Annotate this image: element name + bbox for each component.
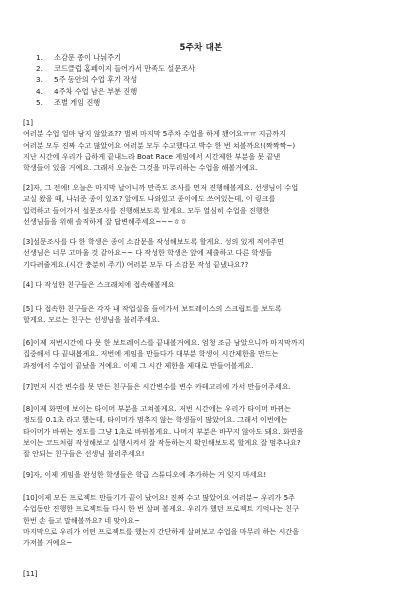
section-line: [8]이제 화면에 보이는 타이머 부분을 고쳐볼게요. 저번 시간에는 우리가 타이머 바뀌는 — [23, 404, 291, 413]
agenda-item — [36, 86, 195, 97]
section-line: 여러분 수업 얼마 남지 않았죠?? 벌써 마지막 5주차 수업을 하게 됐어요ㅠㅠ 지금까지 — [23, 129, 286, 139]
section-line: [7]먼저 시간 변수를 못 만든 친구들은 시간변수를 변수 카테고리에 가서 만들어주세요. — [23, 382, 291, 391]
section-line: 선생님들을 위해 솔직하게 잘 답변해주세요~~~ㅎㅎ — [23, 216, 187, 226]
section-line: [6]이제 저번시간에 다 못 한 보트레이스를 끝내볼거예요. 엄청 조금 남았으니까 마지막까지 — [23, 338, 305, 347]
agenda-number: 3. — [36, 75, 43, 85]
agenda-list — [36, 52, 195, 108]
agenda-number: 1. — [36, 53, 43, 62]
section-line: 타이머가 바뀌는 정도를 그냥 1초로 바꿔볼게요. 나머지 부분은 바꾸지 않아도 돼요. 화면을 — [23, 426, 304, 436]
section-line: 가져볼 거예요~ — [23, 538, 73, 548]
section-line: [4] 다 작성한 친구들은 스크래치에 접속해볼게요 — [23, 280, 175, 289]
section-line: [5] 다 접속한 친구들은 각자 내 작업실을 들어가서 보트레이스의 스크립트를 보도록 — [23, 304, 282, 313]
document-title: 5주차 대본 — [179, 43, 223, 53]
script-section-5 — [23, 303, 385, 326]
section-line: 정도를 0.1초 라고 했는데, 타이머가 멈추지 않는 학생들이 많았어요. 그래서 이번에는 — [23, 415, 288, 425]
section-line: 지난 시간에 우리가 급하게 끝내느라 Boat Race 게임에서 시간제한 부분을 못 끝낸 — [23, 151, 281, 161]
agenda-text: 4주차 수업 남은 부분 진행 — [54, 86, 138, 96]
section-line: [1] — [23, 118, 34, 127]
agenda-text: 코드클럽 홈페이지 들어가서 만족도 설문조사 — [54, 64, 196, 74]
script-section-6 — [23, 337, 385, 371]
script-section-7 — [23, 381, 385, 392]
script-section-8 — [23, 403, 385, 459]
section-line: 선생님은 너무 고마울 것 같아요~~ 다 작성한 학생은 앞에 제출하고 다른 학생들 — [23, 248, 273, 258]
script-section-11 — [23, 568, 385, 579]
agenda-text: 조별 게임 진행 — [54, 97, 101, 107]
section-line: [11] — [23, 569, 38, 578]
section-line: 여러분 모두 진짜 수고 많았어요 여러분 모두 수고했다고 박수 한 번 쳐볼까요!(짝짝짝~) — [23, 140, 296, 150]
section-line: [2]자, 그 전에! 오늘은 마지막 날이니까 만족도 조사를 먼저 진행해볼게요. 선생님이 수업 — [23, 183, 299, 192]
section-line: 입력하고 들어가서 설문조사를 진행해보도록 할게요. 모두 열심히 수업을 진행한 — [23, 205, 270, 215]
section-line: 학생들이 있을 거예요. 그래서 오늘은 그것을 마무리하는 수업을 해볼거예요. — [23, 163, 258, 173]
section-line: 과정에서 수업이 끝났을 거예요. 이제 그 시간 제한을 제대로 만들어볼게요. — [23, 360, 254, 370]
section-line: 잘 안되는 친구들은 선생님 불러주세요! — [23, 449, 145, 459]
section-line: 한번 손 들고 말해볼까요? 네 맞아요~ — [23, 515, 140, 525]
agenda-item — [36, 74, 195, 85]
agenda-item — [36, 97, 195, 108]
section-line: 수업동안 진행한 프로젝트들 다시 한 번 살펴 볼게요. 우리가 했던 프로젝트 기억나는 친구 — [23, 504, 300, 514]
script-section-10 — [23, 492, 385, 548]
agenda-number: 2. — [36, 64, 43, 74]
section-line: [10]이제 모든 프로젝트 만들기가 끝이 났어요! 진짜 수고 많았어요 여러분~ 우리가 5주 — [23, 493, 295, 502]
script-section-9 — [23, 469, 385, 480]
section-line: [3]설문조사를 다 한 학생은 종이 소감문을 작성해보도록 할게요. 성의 있게 적어주면 — [23, 237, 284, 246]
agenda-item — [36, 52, 195, 63]
section-line: 기다려줄게요.(시간 충분히 주기) 여러분 모두 다 소감문 작성 끝냈나요?? — [23, 259, 249, 269]
agenda-text: 5주 동안의 수업 후기 작성 — [54, 75, 138, 85]
script-section-1 — [23, 117, 385, 173]
section-line: 마지막으로 우리가 어떤 프로젝트를 했는지 간단하게 살펴보고 수업을 마무리 하는 시간을 — [23, 526, 300, 536]
agenda-text: 소감문 종이 나눠주기 — [54, 53, 122, 62]
section-line: 보이는 코드처럼 작성해보고 실행시켜서 잘 작동하는지 확인해보도록 할게요 잘 멈추나요? — [23, 437, 301, 447]
script-section-3 — [23, 236, 385, 270]
agenda-item — [36, 63, 195, 74]
agenda-number: 5. — [36, 97, 43, 107]
section-line: [9]자, 이제 게임을 완성한 학생들은 학급 스튜디오에 추가하는 거 잊지 마세요! — [23, 470, 267, 479]
script-section-4 — [23, 279, 385, 290]
section-line: 교실 왔을 때, 나눠준 종이 있죠? 앞에도 나와있고 종이에도 쓰여있는데, 이 링크를 — [23, 194, 276, 204]
agenda-number: 4. — [36, 86, 43, 96]
script-section-2 — [23, 182, 385, 227]
section-line: 할게요. 모르는 친구는 선생님을 불러주세요. — [23, 315, 160, 325]
section-line: 집중해서 다 끝내봅게요. 저번에 게임을 만들다가 대부분 학생이 시간제한을 만드는 — [23, 349, 279, 359]
